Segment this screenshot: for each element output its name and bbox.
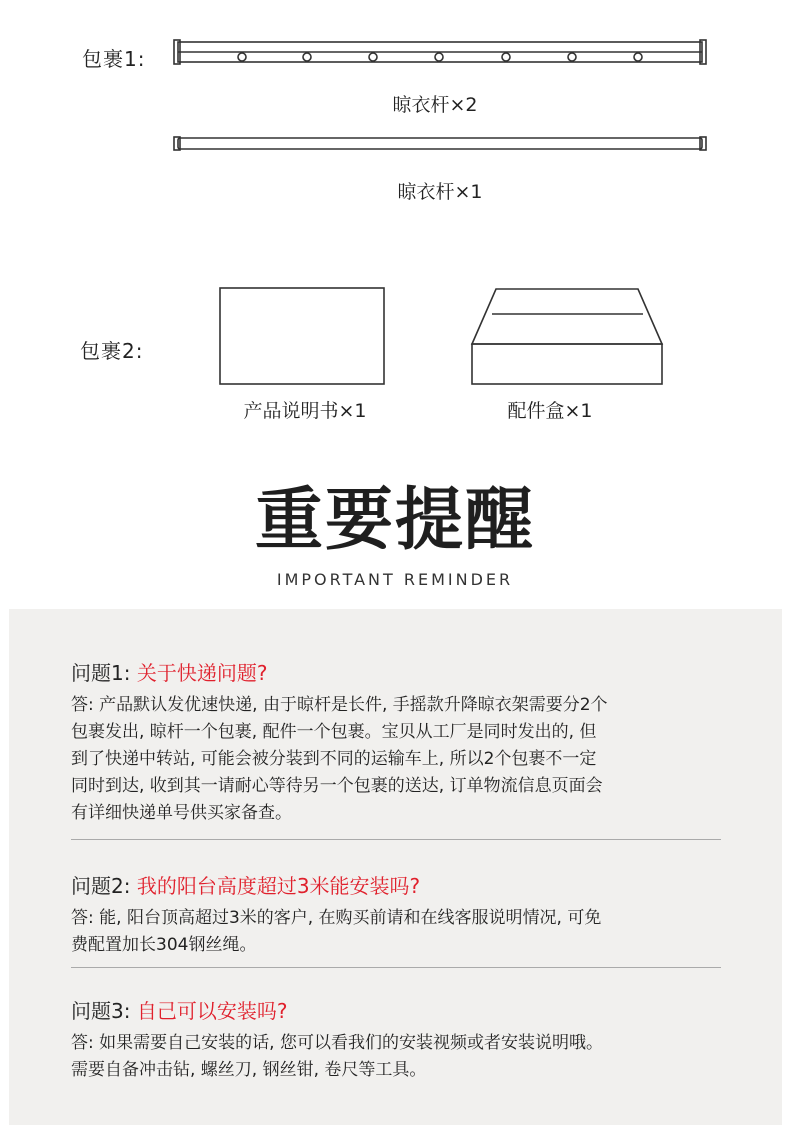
faq-answer-2: [71, 905, 721, 959]
faq-answer-1-line: 包裹发出, 晾杆一个包裹, 配件一个包裹。宝贝从工厂是同时发出的, 但: [71, 722, 597, 742]
package-1-label: 包裹1:: [82, 47, 146, 71]
faq-question-2-text: 我的阳台高度超过3米能安装吗?: [136, 874, 421, 898]
package-2-label: 包裹2:: [80, 339, 144, 363]
box-icon: [468, 284, 666, 388]
faq-panel: [9, 609, 782, 1125]
faq-answer-3-line: 需要自备冲击钻, 螺丝刀, 钢丝钳, 卷尺等工具。: [71, 1060, 427, 1080]
manual-icon: [216, 284, 388, 388]
faq-answer-1-line: 到了快递中转站, 可能会被分装到不同的运输车上, 所以2个包裹不一定: [71, 749, 597, 769]
faq-question-2: [71, 870, 420, 899]
reminder-subtitle: IMPORTANT REMINDER: [276, 570, 514, 589]
faq-answer-1-line: 答: 产品默认发优速快递, 由于晾杆是长件, 手摇款升降晾衣架需要分2个: [71, 695, 608, 715]
faq-question-2-prefix: 问题2:: [71, 874, 131, 898]
faq-answer-3: [71, 1030, 721, 1084]
reminder-title: 重要提醒: [254, 480, 535, 560]
faq-question-1: [71, 657, 267, 686]
faq-answer-2-line: 费配置加长304钢丝绳。: [71, 935, 257, 955]
faq-divider: [71, 839, 721, 840]
faq-question-3: [71, 995, 287, 1024]
faq-question-1-text: 关于快递问题?: [136, 661, 268, 685]
box-caption: 配件盒×1: [507, 400, 593, 422]
faq-question-3-text: 自己可以安装吗?: [136, 999, 288, 1023]
faq-divider: [71, 967, 721, 968]
faq-answer-1: [71, 692, 721, 827]
faq-answer-3-line: 答: 如果需要自己安装的话, 您可以看我们的安装视频或者安装说明哦。: [71, 1033, 603, 1053]
rod-icon: [170, 134, 712, 154]
faq-question-3-prefix: 问题3:: [71, 999, 131, 1023]
faq-answer-2-line: 答: 能, 阳台顶高超过3米的客户, 在购买前请和在线客服说明情况, 可免: [71, 908, 602, 928]
faq-question-1-prefix: 问题1:: [71, 661, 131, 685]
faq-answer-1-line: 同时到达, 收到其一请耐心等待另一个包裹的送达, 订单物流信息页面会: [71, 776, 603, 796]
manual-caption: 产品说明书×1: [243, 400, 367, 422]
rod-pair-caption: 晾衣杆×2: [392, 94, 478, 116]
perforated-rod-icon: [170, 36, 712, 68]
rod-single-caption: 晾衣杆×1: [397, 181, 483, 203]
faq-answer-1-line: 有详细快递单号供买家备查。: [71, 803, 292, 823]
